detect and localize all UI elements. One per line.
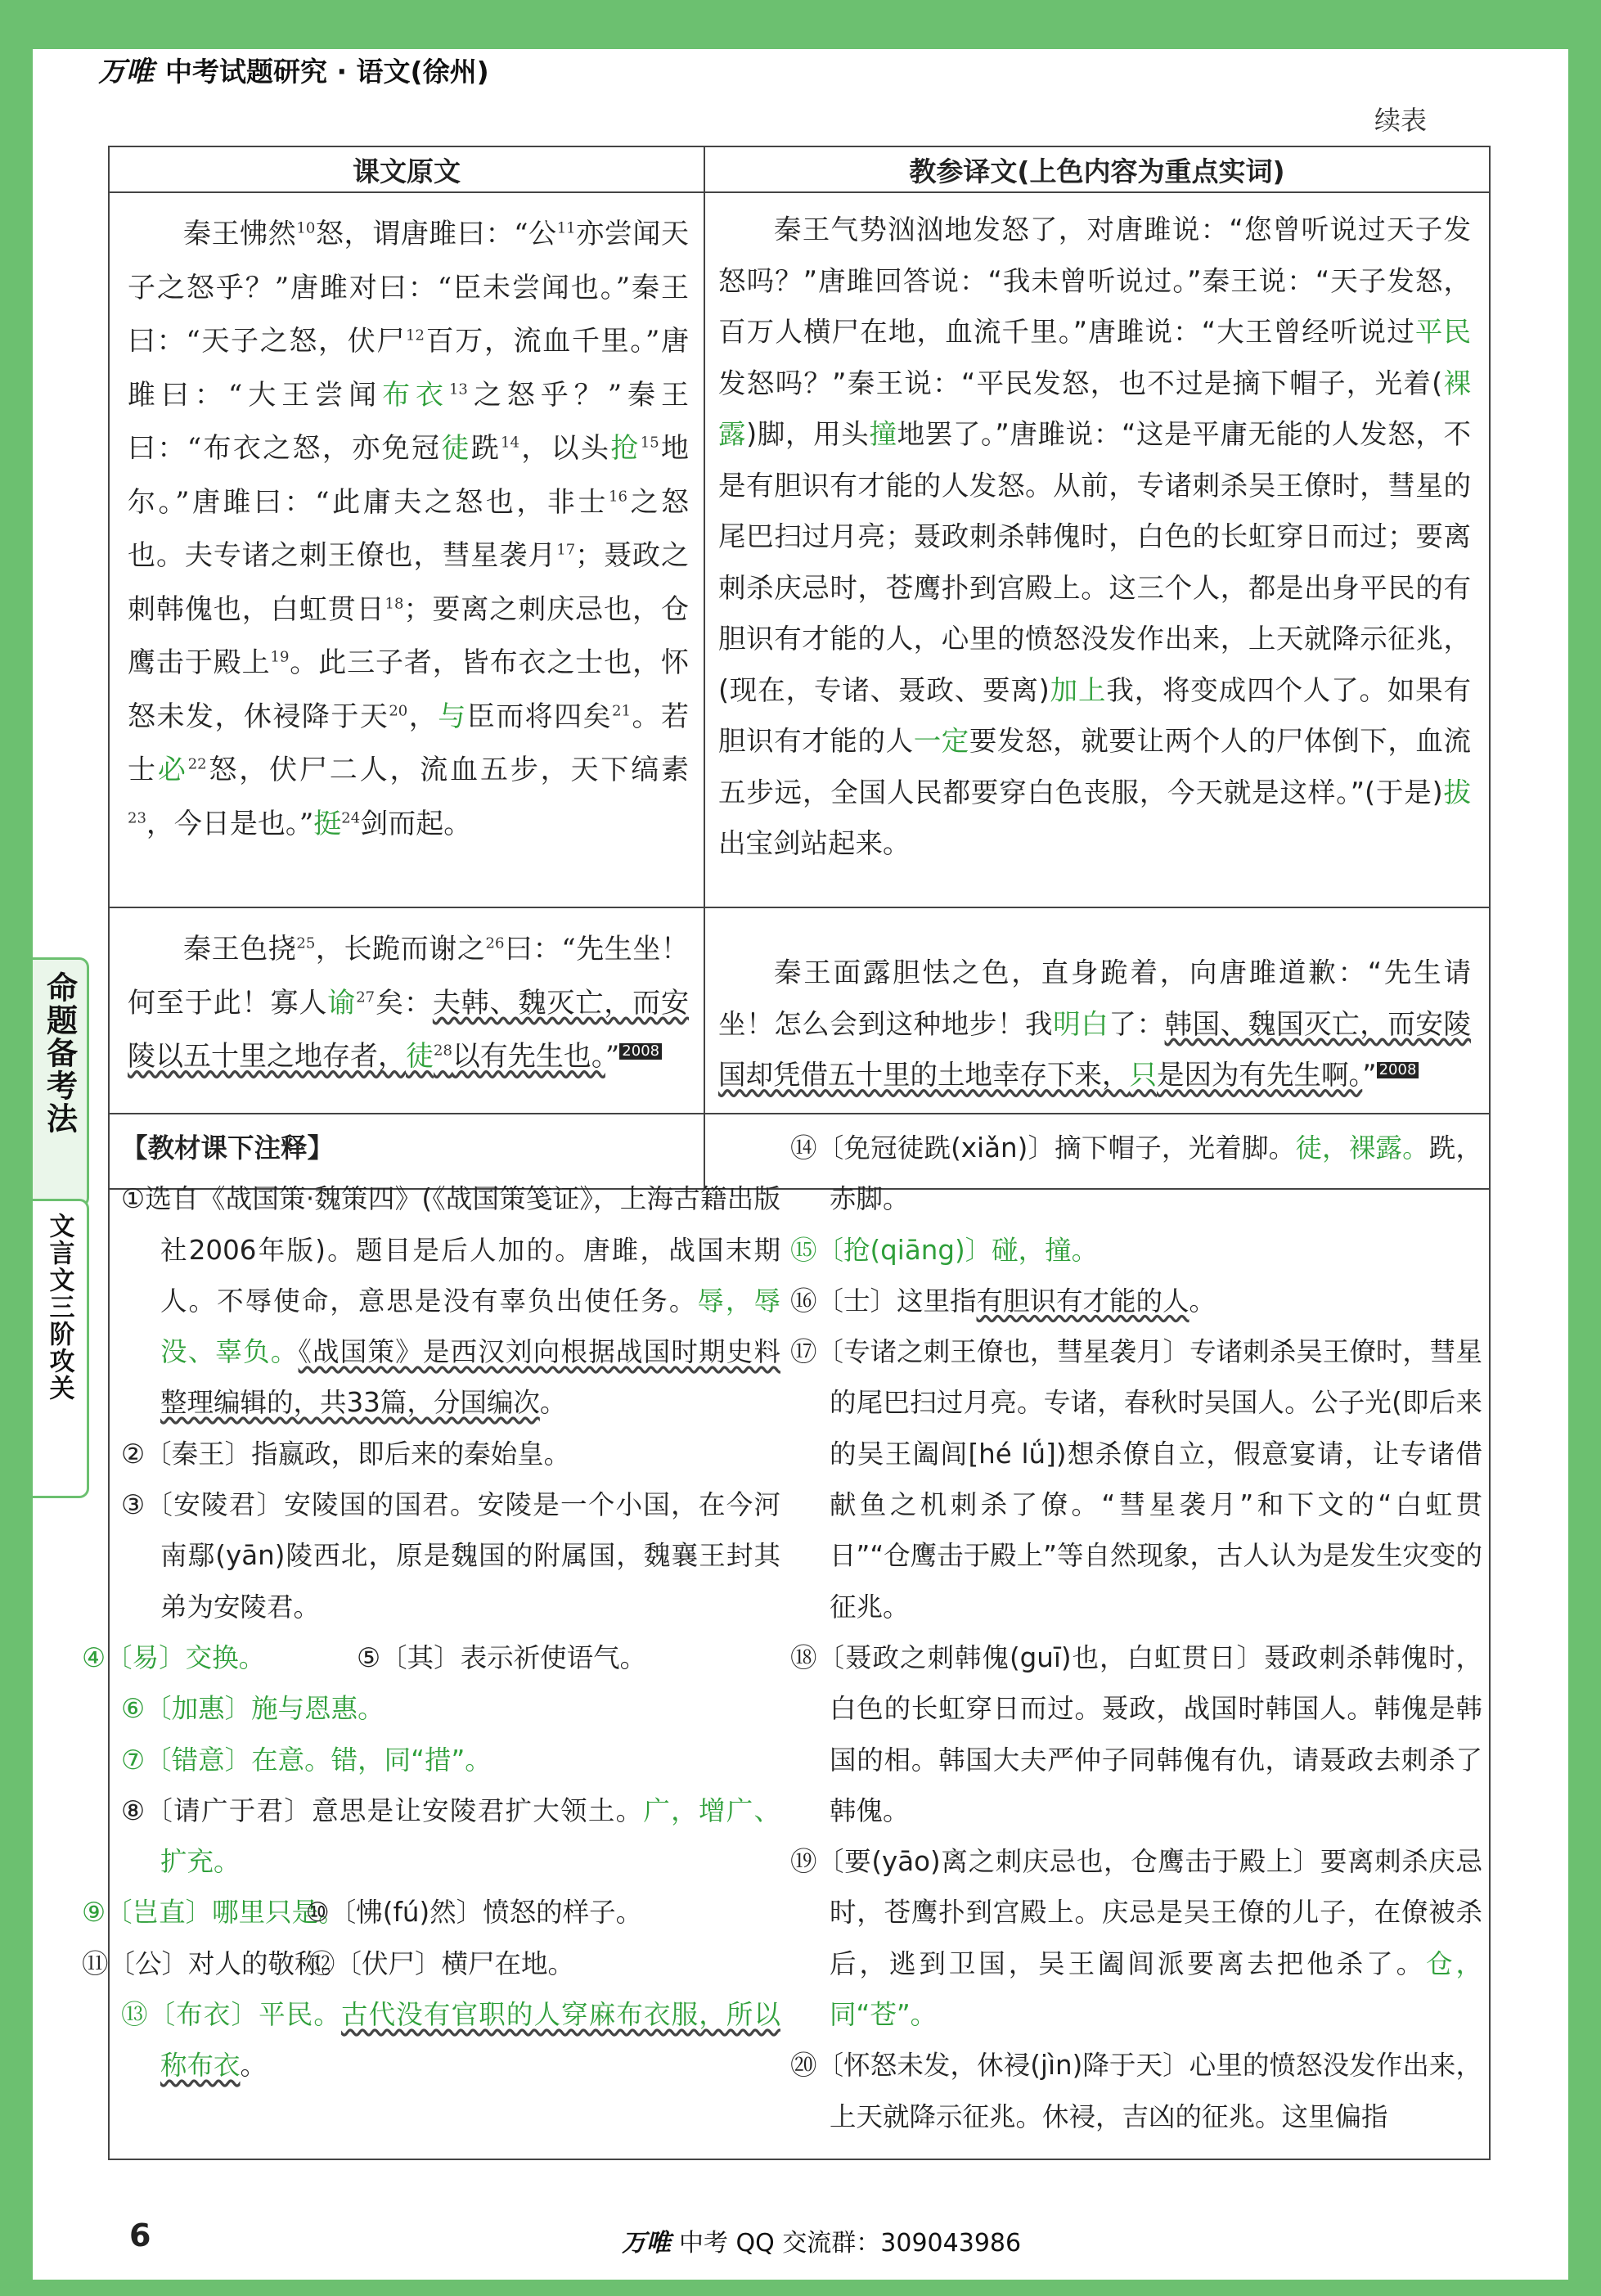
notes-right-column: [790, 1123, 1482, 2142]
original-text: ；聂政之刺韩傀也，白虹贯日: [128, 539, 690, 626]
key-word: 徒: [441, 432, 471, 465]
note-underlined: 《战国策》是西汉刘向根据战国时期史料整理编辑的，共33篇，分国编次: [160, 1336, 780, 1419]
footnote-ref: 17: [556, 541, 576, 559]
key-word: 徒: [406, 1040, 434, 1073]
note-text: 跣，赤脚。: [830, 1132, 1482, 1215]
left-green-band: [0, 0, 33, 2296]
qq-group-info: 中考 QQ 交流群：309043986: [679, 2229, 1022, 2258]
footnote-ref: 23: [128, 809, 146, 827]
footnote-ref: 24: [341, 809, 361, 827]
footnote-ref: 10: [296, 219, 316, 237]
original-text: 之怒也。夫专诸之刺王僚也，彗星袭月: [128, 485, 690, 572]
original-text: ”: [605, 1040, 620, 1073]
footnote-ref: 21: [612, 702, 632, 720]
original-text: 秦王怫然: [183, 218, 297, 250]
note-item: ⑮〔抢(qiāng)〕碰，撞。: [790, 1234, 1099, 1266]
key-word: 一定: [913, 725, 969, 757]
original-text: 夫韩、魏灭亡，而安陵以五十里之地存者，: [128, 986, 690, 1073]
continued-label: 续表: [1374, 105, 1428, 136]
note-item: [121, 1989, 780, 2091]
note-item: ⑳〔怀怒未发，休祲(jìn)降于天〕心里的愤怒没发作出来，上天就降示征兆。休祲，吉凶的征兆。这里偏指: [790, 2050, 1482, 2132]
footnote-ref: 18: [385, 595, 404, 613]
note-text: ⑲〔要(yāo)离之刺庆忌也，仓鹰击于殿上〕要离刺杀庆忌时，苍鹰扑到宫殿上。庆忌是吴王僚的儿子，在僚被杀后，逃到卫国，吴王阖闾派要离去把他杀了。: [790, 1846, 1482, 1979]
note-text: 。: [1189, 1285, 1216, 1317]
translation-text: 了：: [1109, 1007, 1165, 1040]
footnote-ref: 12: [406, 326, 425, 344]
translation-text: 秦王面露胆怯之色，直身跪着，向唐雎道歉：“先生请坐！怎么会到这种地步！我: [718, 957, 1471, 1040]
brand-logo: 万唯: [98, 56, 154, 88]
column-header-original: 课文原文: [109, 146, 704, 192]
original-text: 怒，伏尸二人，流血五步，天下缟素: [206, 754, 690, 786]
note-item: [121, 1173, 780, 1428]
original-text-cell: [109, 192, 704, 907]
note-text: ⑯〔士〕这里指: [790, 1285, 977, 1317]
note-item: ⑩〔怫(fú)然〕愤怒的样子。: [305, 1897, 643, 1929]
translation-text: )脚，用头: [746, 418, 870, 450]
original-text: 地尔。”唐雎曰：“此庸夫之怒也，非士: [128, 432, 690, 519]
key-word: 必: [157, 754, 188, 786]
footnote-ref: 16: [609, 488, 627, 506]
note-key: 广，增广、扩充。: [160, 1794, 780, 1878]
note-item-pair: [82, 1632, 780, 1683]
original-text: ，长跪而谢之: [315, 933, 486, 966]
footnote-ref: 27: [356, 988, 376, 1006]
original-text: 亦尝闻天子之怒乎？”唐雎对曰：“臣未尝闻也。”秦王曰：“天子之怒，伏尸: [128, 218, 690, 358]
key-word: 抢: [610, 432, 641, 465]
note-item: [790, 1276, 1482, 1326]
notes-title: 【教材课下注释】: [121, 1132, 335, 1164]
original-text: 剑而起。: [360, 807, 472, 840]
original-text: 。此三子者，皆布衣之士也，怀怒未发，休祲降于天: [128, 646, 690, 733]
note-key: 徒，裸露。: [1295, 1132, 1429, 1164]
footer-info: [622, 2222, 1021, 2258]
footnote-ref: 19: [270, 648, 290, 666]
note-text: 。: [240, 2050, 268, 2082]
note-item: [121, 1785, 780, 1888]
note-item-pair: [82, 1887, 780, 1938]
translation-text: 我，将变成四个人了。如果有胆识有才能的人: [718, 673, 1472, 757]
note-item: ⑫〔伏尸〕横尸在地。: [308, 1947, 575, 1979]
footnote-ref: 20: [389, 702, 408, 720]
original-text: 百万，流血千里。”唐雎曰：“大王尝闻: [128, 325, 689, 412]
note-key: 辱，辱没、辜负。: [160, 1285, 780, 1368]
side-tab-label: 命题备考法: [41, 971, 78, 1135]
note-item: ⑰〔专诸之刺王僚也，彗星袭月〕专诸刺杀吴王僚时，彗星的尾巴扫过月亮。专诸，春秋时吴国人。公子光(即后来的吴王阖闾[hé lǘ])想杀僚自立，假意宴请，让专诸借献鱼之机刺杀了僚。“彗星袭月”和下文的“白虹贯日”“仓鹰击于殿上”等自然现象，古人认为是发生灾变的征兆。: [790, 1336, 1483, 1623]
footnote-ref: 25: [296, 934, 316, 952]
footnote-ref: 13: [448, 380, 468, 398]
translation-text: 出宝剑站起来。: [718, 827, 911, 859]
key-word: 只: [1129, 1059, 1157, 1091]
note-item-pair: [82, 1938, 780, 1989]
original-text: 跣: [470, 432, 501, 465]
textbook-notes-box: [82, 1113, 1491, 2160]
translation-text: 地罢了。”唐雎说：“这是平庸无能的人发怒，不是有胆识有才能的人发怒。从前，专诸刺杀吴王僚时，彗星的尾巴扫过月亮；聂政刺杀韩傀时，白色的长虹穿日而过；要离刺杀庆忌时，苍鹰扑到宫殿上。这三个人，都是出身平民的有胆识有才能的人，心里的愤怒没发作出来，上天就降示征兆，(现在，专诸、聂政、要离): [718, 418, 1472, 706]
text-translation-table: [108, 146, 1491, 1190]
note-item: ④〔易〕交换。: [82, 1641, 266, 1673]
key-word: 明白: [1053, 1007, 1109, 1040]
translation-text-cell: [704, 192, 1490, 907]
note-text: ⑧〔请广于君〕意思是让安陵君扩大领土。: [121, 1794, 644, 1826]
note-item: [790, 1836, 1482, 2040]
key-word: 裸露: [718, 367, 1472, 450]
key-word: 撞: [869, 418, 897, 450]
note-text: 。: [539, 1387, 567, 1419]
translation-text: 要发怒，就要让两个人的尸体倒下，血流五步远，全国人民都要穿白色丧服，今天就是这样。”(于是): [718, 725, 1472, 808]
note-underlined: 古代没有官职的人穿麻布衣服，所以称布衣: [160, 1999, 780, 2082]
side-tab-label: 文言文三阶攻关: [44, 1213, 74, 1402]
footnote-ref: 14: [501, 434, 519, 452]
top-green-band: [0, 0, 1601, 49]
right-green-band: [1568, 0, 1601, 2296]
note-item: ⑪〔公〕对人的敬称。: [82, 1947, 349, 1979]
side-tab-secondary: [33, 1199, 89, 1498]
footnote-ref: 26: [485, 934, 505, 952]
footnote-ref: 22: [187, 755, 207, 773]
year-tag: 2008: [1377, 1062, 1419, 1078]
translation-text: 发怒吗？”秦王说：“平民发怒，也不过是摘下帽子，光着(: [718, 367, 1443, 399]
note-text: ①选自《战国策·魏策四》(《战国策笺证》，上海古籍出版社2006年版)。题目是后人加的。唐雎，战国末期人。不辱使命，意思是没有辜负出使任务。: [121, 1183, 780, 1317]
key-word: 拔: [1442, 776, 1471, 808]
footnote-ref: 28: [434, 1042, 452, 1060]
note-item: ⑤〔其〕表示祈使语气。: [357, 1641, 647, 1673]
note-item: ③〔安陵君〕安陵国的国君。安陵是一个小国，在今河南鄢(yān)陵西北，原是魏国的附属国，魏襄王封其弟为安陵君。: [121, 1489, 780, 1623]
note-item: ⑦〔错意〕在意。错，同“措”。: [121, 1744, 492, 1776]
note-item: ⑨〔岂直〕哪里只是。: [82, 1897, 345, 1929]
translation-text: 秦王气势汹汹地发怒了，对唐雎说：“您曾听说过天子发怒吗？”唐雎回答说：“我未曾听说过。”秦王说：“天子发怒，百万人横尸在地，血流千里。”唐雎说：“大王曾经听说过: [718, 214, 1471, 348]
column-header-translation: 教参译文(上色内容为重点实词): [704, 146, 1490, 192]
original-text: ，以头: [519, 432, 611, 465]
footnote-ref: 11: [556, 219, 576, 237]
note-item: [790, 1123, 1482, 1225]
note-item: ⑥〔加惠〕施与恩惠。: [121, 1693, 385, 1725]
note-key: 仓，同“苍”。: [830, 1947, 1482, 2031]
original-text: 臣而将四矣: [466, 700, 613, 733]
translation-text: 是因为有先生啊。: [1157, 1059, 1363, 1091]
original-text: 曰：“先生坐！何至于此！寡人: [128, 933, 690, 1020]
key-word: 谕: [327, 986, 357, 1020]
key-word: 加上: [1049, 673, 1107, 706]
original-text: 矣：: [375, 986, 433, 1020]
original-text: 之怒乎？”秦王曰：“布衣之怒，亦免冠: [128, 378, 689, 465]
translation-text: 韩国、魏国灭亡，而安陵国却凭借五十里的土地幸存下来，: [718, 1007, 1472, 1091]
original-text: ，今日是也。”: [146, 807, 314, 840]
note-key: ⑬〔布衣〕平民。: [121, 1999, 342, 2031]
key-word: 平民: [1414, 316, 1471, 348]
key-word: 与: [438, 700, 467, 733]
footnote-ref: 15: [640, 434, 659, 452]
bottom-green-band: [0, 2280, 1601, 2296]
page-number: 6: [129, 2217, 151, 2253]
side-tab-primary: [33, 957, 89, 1208]
book-title: 中考试题研究 · 语文(徐州): [165, 56, 489, 88]
original-text: ，: [407, 700, 438, 733]
original-text: ；要离之刺庆忌也，仓鹰击于殿上: [128, 592, 689, 679]
note-item: ②〔秦王〕指嬴政，即后来的秦始皇。: [121, 1438, 571, 1470]
key-word: 布衣: [382, 378, 449, 412]
year-tag: 2008: [619, 1043, 662, 1060]
note-text: ⑭〔免冠徒跣(xiǎn)〕摘下帽子，光着脚。: [790, 1132, 1296, 1164]
brand-logo: 万唯: [622, 2229, 671, 2258]
page-header: [98, 49, 489, 89]
original-text: 以有先生也。: [452, 1040, 605, 1073]
original-text: 秦王色挠: [183, 933, 297, 966]
key-word: 挺: [313, 807, 342, 840]
translation-text: ”: [1362, 1059, 1377, 1091]
original-text: 怒，谓唐雎曰：“公: [315, 218, 557, 250]
note-underlined: 有胆识有才能的人: [976, 1285, 1190, 1317]
notes-left-column: [82, 1123, 780, 2091]
original-text: 。若士: [128, 700, 690, 786]
note-item: ⑱〔聂政之刺韩傀(guī)也，白虹贯日〕聂政刺杀韩傀时，白色的长虹穿日而过。聂政，战国时韩国人。韩傀是韩国的相。韩国大夫严仲子同韩傀有仇，请聂政去刺杀了韩傀。: [790, 1641, 1482, 1826]
